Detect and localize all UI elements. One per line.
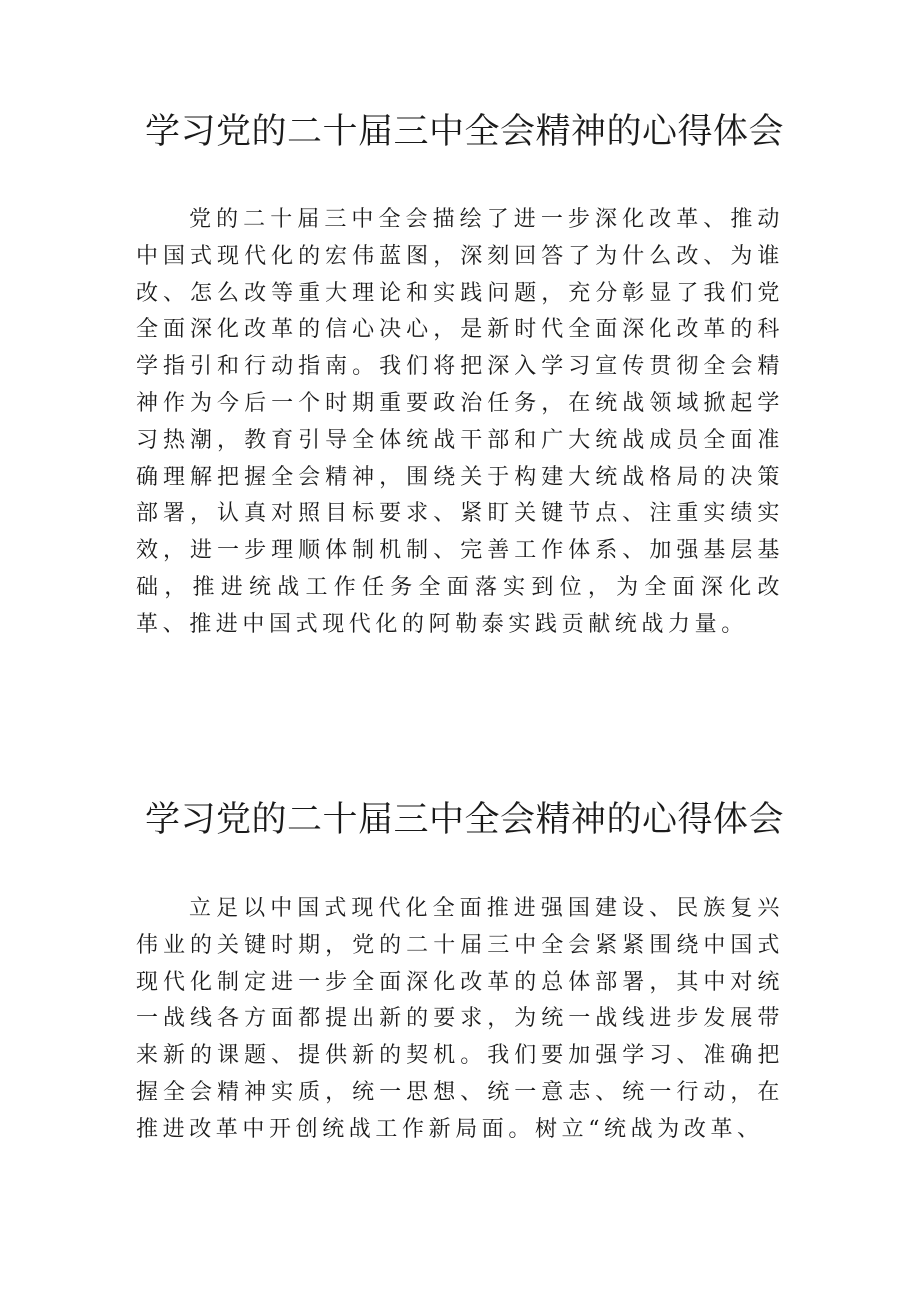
section-1-title: 学习党的二十届三中全会精神的心得体会 — [145, 112, 785, 152]
section-2-title: 学习党的二十届三中全会精神的心得体会 — [145, 800, 785, 840]
section-2-body: 立足以中国式现代化全面推进强国建设、民族复兴伟业的关键时期，党的二十届三中全会紧紧围绕中国式现代化制定进一步全面深化改革的总体部署，其中对统一战线各方面都提出新的要求，为统一战线进步发展带来新的课题、提供新的契机。我们要加强学习、准确把握全会精神实质，统一思想、统一意志、统一行动，在推进改革中开创统战工作新局面。树立“统战为改革、 — [136, 896, 784, 1142]
section-1-body: 党的二十届三中全会描绘了进一步深化改革、推动中国式现代化的宏伟蓝图，深刻回答了为什么改、为谁改、怎么改等重大理论和实践问题，充分彰显了我们党全面深化改革的信心决心，是新时代全面深化改革的科学指引和行动指南。我们将把深入学习宣传贯彻全会精神作为今后一个时期重要政治任务，在统战领域掀起学习热潮，教育引导全体统战干部和广大统战成员全面准确理解把握全会精神，围绕关于构建大统战格局的决策部署，认真对照目标要求、紧盯关键节点、注重实绩实效，进一步理顺体制机制、完善工作体系、加强基层基础，推进统战工作任务全面落实到位，为全面深化改革、推进中国式现代化的阿勒泰实践贡献统战力量。 — [136, 207, 784, 637]
